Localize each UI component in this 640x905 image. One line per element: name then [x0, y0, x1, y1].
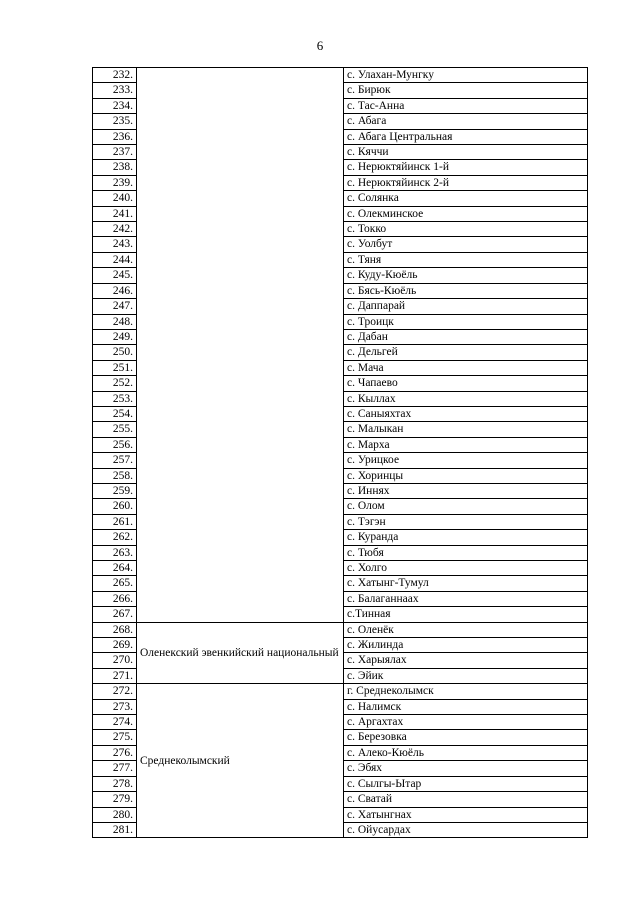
settlement-name: с. Солянка: [344, 191, 588, 206]
settlement-name: с. Эйик: [344, 668, 588, 683]
table-row: [93, 68, 588, 83]
row-number: 262.: [93, 530, 137, 545]
settlements-table: [92, 67, 588, 838]
row-number: 273.: [93, 699, 137, 714]
settlement-name: с. Куранда: [344, 530, 588, 545]
row-number: 245.: [93, 268, 137, 283]
settlement-name: с. Марха: [344, 437, 588, 452]
settlement-name: с. Хатынгнах: [344, 807, 588, 822]
row-number: 232.: [93, 68, 137, 83]
row-number: 250.: [93, 345, 137, 360]
table-row: [93, 684, 588, 699]
row-number: 259.: [93, 483, 137, 498]
row-number: 236.: [93, 129, 137, 144]
row-number: 255.: [93, 422, 137, 437]
settlement-name: с. Урицкое: [344, 453, 588, 468]
row-number: 239.: [93, 175, 137, 190]
settlement-name: с. Иннях: [344, 483, 588, 498]
row-number: 257.: [93, 453, 137, 468]
row-number: 269.: [93, 638, 137, 653]
row-number: 247.: [93, 299, 137, 314]
settlement-name: с. Малыкан: [344, 422, 588, 437]
row-number: 270.: [93, 653, 137, 668]
settlement-name: с.Тинная: [344, 607, 588, 622]
settlement-name: с. Сылгы-Ытар: [344, 776, 588, 791]
row-number: 240.: [93, 191, 137, 206]
settlement-name: с. Тэгэн: [344, 514, 588, 529]
row-number: 244.: [93, 252, 137, 267]
row-number: 241.: [93, 206, 137, 221]
row-number: 237.: [93, 145, 137, 160]
settlement-name: с. Тяня: [344, 252, 588, 267]
settlement-name: с. Улахан-Мунгку: [344, 68, 588, 83]
row-number: 234.: [93, 98, 137, 113]
settlement-name: с. Уолбут: [344, 237, 588, 252]
row-number: 258.: [93, 468, 137, 483]
row-number: 242.: [93, 222, 137, 237]
settlement-name: с. Нерюктяйинск 1-й: [344, 160, 588, 175]
settlements-table-body: [93, 68, 588, 838]
settlement-name: с. Куду-Кюёль: [344, 268, 588, 283]
row-number: 235.: [93, 114, 137, 129]
district-name: Оленекский эвенкийский национальный: [137, 622, 344, 684]
row-number: 279.: [93, 792, 137, 807]
settlement-name: с. Олом: [344, 499, 588, 514]
settlement-name: с. Кяччи: [344, 145, 588, 160]
row-number: 238.: [93, 160, 137, 175]
settlement-name: с. Оленёк: [344, 622, 588, 637]
page-number: 6: [316, 38, 324, 53]
row-number: 280.: [93, 807, 137, 822]
settlement-name: с. Токко: [344, 222, 588, 237]
row-number: 274.: [93, 715, 137, 730]
settlement-name: с. Бясь-Кюёль: [344, 283, 588, 298]
row-number: 275.: [93, 730, 137, 745]
table-row: [93, 622, 588, 637]
row-number: 278.: [93, 776, 137, 791]
row-number: 272.: [93, 684, 137, 699]
row-number: 246.: [93, 283, 137, 298]
row-number: 256.: [93, 437, 137, 452]
row-number: 268.: [93, 622, 137, 637]
row-number: 263.: [93, 545, 137, 560]
settlement-name: с. Дабан: [344, 329, 588, 344]
row-number: 267.: [93, 607, 137, 622]
settlement-name: с. Налимск: [344, 699, 588, 714]
row-number: 261.: [93, 514, 137, 529]
settlement-name: с. Даппарай: [344, 299, 588, 314]
settlement-name: г. Среднеколымск: [344, 684, 588, 699]
settlement-name: с. Саныяхтах: [344, 406, 588, 421]
settlement-name: с. Тюбя: [344, 545, 588, 560]
settlement-name: с. Эбях: [344, 761, 588, 776]
settlement-name: с. Абага Центральная: [344, 129, 588, 144]
row-number: 251.: [93, 360, 137, 375]
settlement-name: с. Чапаево: [344, 376, 588, 391]
settlement-name: с. Сватай: [344, 792, 588, 807]
row-number: 243.: [93, 237, 137, 252]
district-name: Среднеколымский: [137, 684, 344, 838]
row-number: 276.: [93, 745, 137, 760]
settlement-name: с. Мача: [344, 360, 588, 375]
row-number: 253.: [93, 391, 137, 406]
settlement-name: с. Жилинда: [344, 638, 588, 653]
row-number: 271.: [93, 668, 137, 683]
row-number: 249.: [93, 329, 137, 344]
row-number: 277.: [93, 761, 137, 776]
settlement-name: с. Дельгей: [344, 345, 588, 360]
settlement-name: с. Тас-Анна: [344, 98, 588, 113]
row-number: 281.: [93, 822, 137, 837]
row-number: 266.: [93, 591, 137, 606]
settlement-name: с. Харыялах: [344, 653, 588, 668]
row-number: 252.: [93, 376, 137, 391]
row-number: 233.: [93, 83, 137, 98]
settlement-name: с. Троицк: [344, 314, 588, 329]
settlement-name: с. Хатынг-Тумул: [344, 576, 588, 591]
settlement-name: с. Абага: [344, 114, 588, 129]
settlement-name: с. Нерюктяйинск 2-й: [344, 175, 588, 190]
row-number: 265.: [93, 576, 137, 591]
row-number: 248.: [93, 314, 137, 329]
settlement-name: с. Бирюк: [344, 83, 588, 98]
settlement-name: с. Олекминское: [344, 206, 588, 221]
settlement-name: с. Холго: [344, 561, 588, 576]
settlement-name: с. Аргахтах: [344, 715, 588, 730]
settlement-name: с. Березовка: [344, 730, 588, 745]
settlement-name: с. Хоринцы: [344, 468, 588, 483]
settlement-name: с. Кыллах: [344, 391, 588, 406]
row-number: 260.: [93, 499, 137, 514]
settlement-name: с. Ойусардах: [344, 822, 588, 837]
settlement-name: с. Балаганнаах: [344, 591, 588, 606]
row-number: 254.: [93, 406, 137, 421]
settlement-name: с. Алеко-Кюёль: [344, 745, 588, 760]
row-number: 264.: [93, 561, 137, 576]
district-name: [137, 68, 344, 623]
